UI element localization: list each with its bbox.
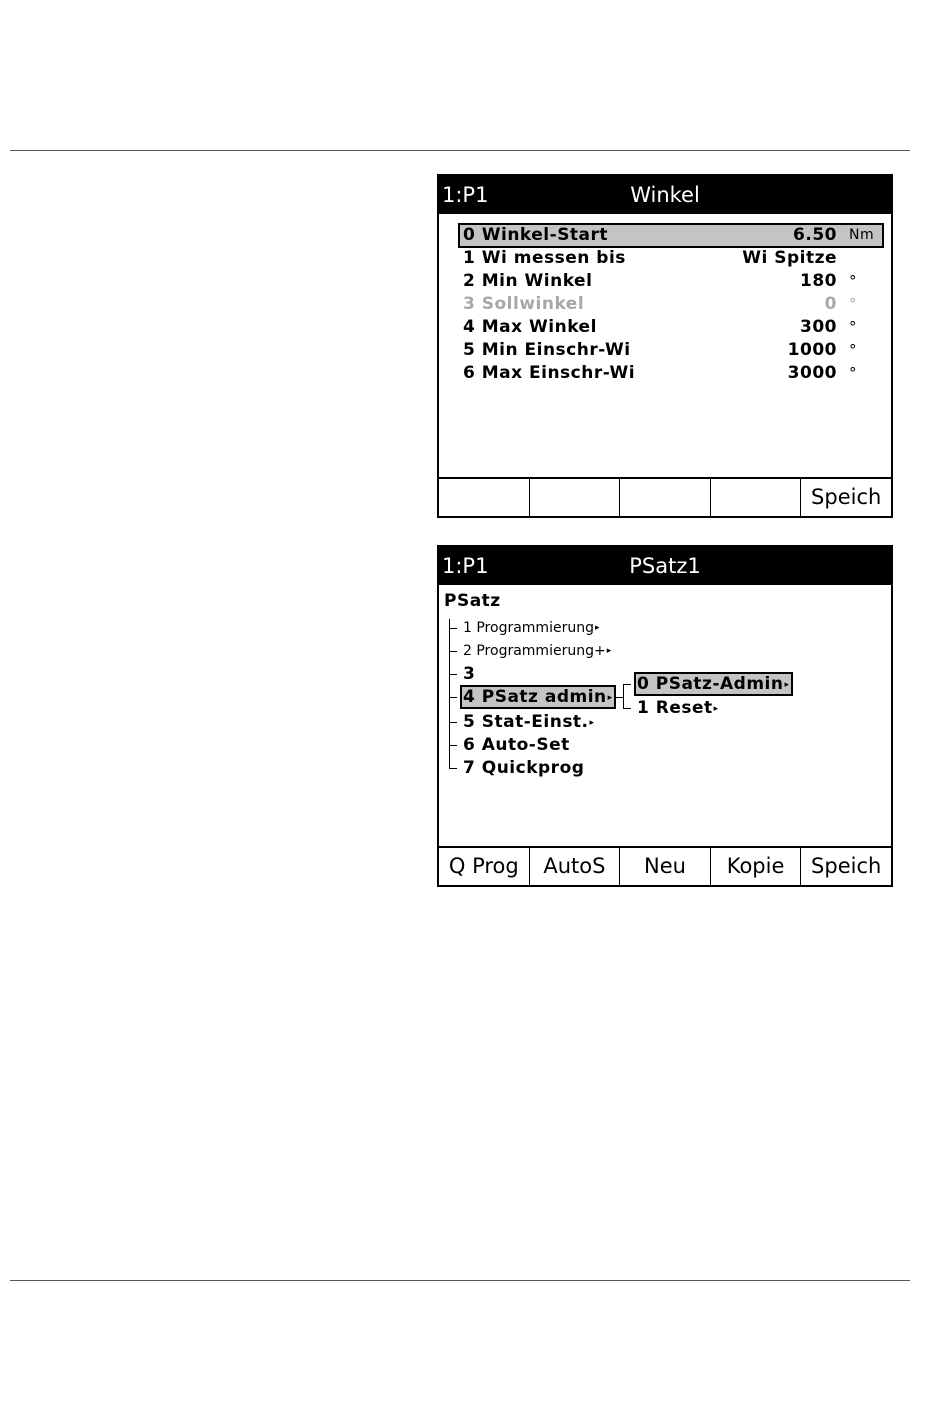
param-value: Wi Spitze — [742, 248, 837, 268]
tree-item-psatz-admin[interactable] — [461, 686, 615, 708]
param-row-winkel-start[interactable] — [459, 224, 883, 247]
parameter-list — [459, 224, 883, 385]
tree-item-label: 2 Programmierung+ — [463, 643, 606, 659]
tree-item-label: 1 Reset — [637, 698, 713, 718]
tree-branch-line — [449, 651, 457, 652]
top-divider — [10, 150, 910, 151]
tree-trunk-line — [449, 619, 450, 769]
param-unit: ° — [849, 364, 857, 382]
param-label: 4 Max Winkel — [463, 317, 597, 337]
tree-item-label: 0 PSatz-Admin — [637, 674, 784, 694]
param-value: 180 — [800, 271, 837, 291]
softkey-neu[interactable]: Neu — [620, 848, 711, 885]
submenu-arrow-icon: ▸ — [784, 680, 790, 690]
screen-title: Winkel — [630, 183, 700, 207]
program-id: 1:P1 — [442, 554, 489, 578]
tree-item-stat-einst[interactable] — [461, 711, 597, 733]
softkey-2[interactable] — [530, 479, 621, 516]
winkel-screen — [437, 174, 893, 518]
tree-item-programmierung-plus[interactable] — [461, 640, 613, 662]
program-id: 1:P1 — [442, 183, 489, 207]
param-value: 6.50 — [793, 225, 837, 245]
tree-item-label: 7 Quickprog — [463, 758, 585, 778]
tree-item-label: 4 PSatz admin — [463, 687, 607, 707]
tree-item-programmierung[interactable] — [461, 617, 602, 639]
tree-item-label: 3 — [463, 664, 476, 684]
submenu-arrow-icon: ▸ — [594, 623, 600, 633]
tree-branch-line — [449, 628, 457, 629]
tree-branch-line — [449, 697, 457, 698]
param-unit: ° — [849, 318, 857, 336]
title-bar — [439, 547, 891, 585]
submenu-arrow-icon: ▸ — [713, 704, 719, 714]
subtree-trunk-line — [623, 684, 624, 709]
submenu-arrow-icon: ▸ — [606, 646, 612, 656]
psatz-screen — [437, 545, 893, 887]
tree-item-auto-set[interactable] — [461, 734, 572, 756]
param-row-wi-messen-bis[interactable] — [459, 247, 883, 270]
subtree-link-line — [615, 697, 623, 698]
bottom-divider — [10, 1280, 910, 1281]
tree-item-label: 6 Auto-Set — [463, 735, 570, 755]
title-bar — [439, 176, 891, 214]
param-unit: ° — [849, 341, 857, 359]
softkey-bar — [439, 846, 891, 885]
submenu-arrow-icon: ▸ — [589, 718, 595, 728]
param-label: 1 Wi messen bis — [463, 248, 626, 268]
param-unit: Nm — [849, 227, 875, 243]
param-row-min-einschr-wi[interactable] — [459, 339, 883, 362]
param-label: 6 Max Einschr-Wi — [463, 363, 636, 383]
subitem-reset[interactable] — [635, 697, 721, 719]
param-row-sollwinkel — [459, 293, 883, 316]
param-value: 0 — [824, 294, 837, 314]
param-label: 3 Sollwinkel — [463, 294, 585, 314]
tree-item-3[interactable] — [461, 663, 477, 685]
tree-item-label: 1 Programmierung — [463, 620, 594, 636]
param-label: 0 Winkel-Start — [463, 225, 609, 245]
param-label: 2 Min Winkel — [463, 271, 593, 291]
param-row-max-einschr-wi[interactable] — [459, 362, 883, 385]
submenu-arrow-icon: ▸ — [607, 693, 613, 703]
tree-branch-line — [449, 722, 457, 723]
softkey-q-prog[interactable]: Q Prog — [439, 848, 530, 885]
param-unit: ° — [849, 272, 857, 290]
softkey-autos[interactable]: AutoS — [530, 848, 621, 885]
param-label: 5 Min Einschr-Wi — [463, 340, 631, 360]
softkey-3[interactable] — [620, 479, 711, 516]
tree-item-label: 5 Stat-Einst. — [463, 712, 589, 732]
subtree-branch-line — [623, 684, 631, 685]
param-row-max-winkel[interactable] — [459, 316, 883, 339]
softkey-4[interactable] — [711, 479, 802, 516]
tree-root-label: PSatz — [444, 591, 501, 611]
subtree-branch-line — [623, 708, 631, 709]
softkey-kopie[interactable]: Kopie — [711, 848, 802, 885]
softkey-1[interactable] — [439, 479, 530, 516]
tree-branch-line — [449, 745, 457, 746]
param-row-min-winkel[interactable] — [459, 270, 883, 293]
softkey-speich[interactable]: Speich — [811, 485, 882, 509]
subitem-psatz-admin[interactable] — [635, 673, 792, 695]
param-value: 300 — [800, 317, 837, 337]
param-value: 1000 — [787, 340, 837, 360]
softkey-bar — [439, 477, 891, 516]
param-value: 3000 — [787, 363, 837, 383]
screen-title: PSatz1 — [629, 554, 701, 578]
tree-branch-line — [449, 768, 457, 769]
tree-item-quickprog[interactable] — [461, 757, 586, 779]
tree-branch-line — [449, 674, 457, 675]
softkey-speich[interactable]: Speich — [811, 854, 882, 878]
param-unit: ° — [849, 295, 857, 313]
